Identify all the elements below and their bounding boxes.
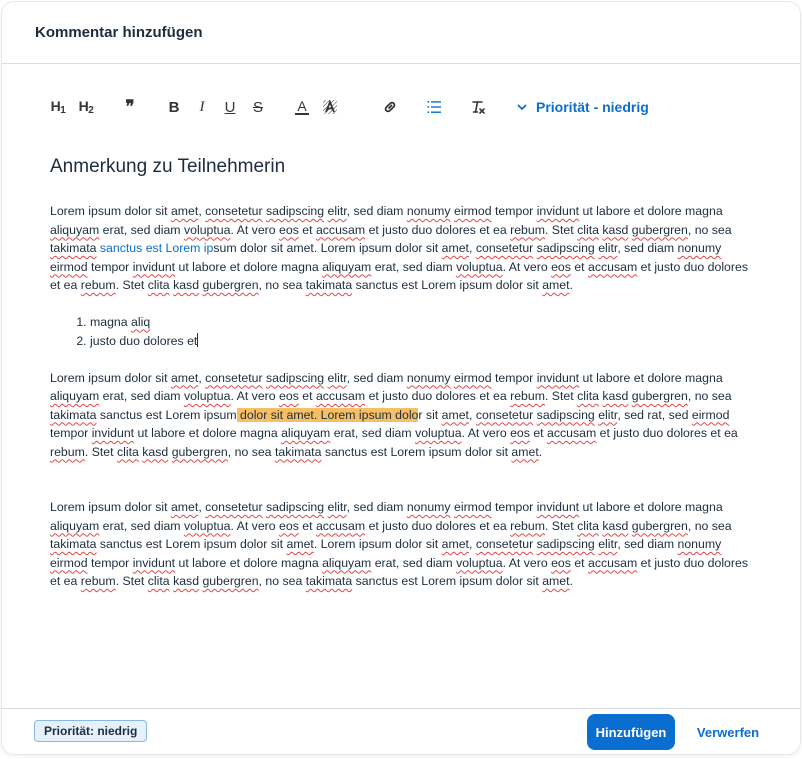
text-run: . At vero bbox=[230, 222, 280, 237]
misspelled-word: takimata bbox=[274, 444, 322, 459]
paragraph-1[interactable] bbox=[50, 202, 760, 295]
misspelled-word: amet bbox=[170, 204, 199, 218]
misspelled-word: aliquyam bbox=[50, 222, 100, 237]
misspelled-word: invidunt bbox=[91, 426, 135, 440]
link-icon bbox=[382, 99, 398, 115]
text-run: , bbox=[198, 500, 206, 514]
misspelled-word: voluptua bbox=[183, 222, 231, 237]
misspelled-word: eirmod bbox=[454, 500, 492, 514]
italic-button[interactable] bbox=[194, 95, 210, 119]
text-run: justo duo dolores et bbox=[90, 333, 198, 348]
misspelled-word: gubergren bbox=[631, 389, 688, 403]
misspelled-word: sadipscing bbox=[536, 537, 595, 551]
text-run: ut labore et dolore magna bbox=[134, 426, 282, 440]
misspelled-word: voluptua bbox=[183, 389, 231, 403]
misspelled-word: amet bbox=[542, 574, 570, 588]
text-run: , bbox=[198, 370, 206, 385]
text-run: sanctus est Lorem ipsum dolor sit bbox=[352, 278, 543, 292]
text-run: Lorem ipsum dolor sit bbox=[50, 370, 171, 385]
text-run: ut labore et dolore magna bbox=[579, 500, 723, 514]
text-run: et bbox=[529, 426, 548, 440]
misspelled-word: consetetur bbox=[475, 537, 534, 551]
misspelled-word: amet bbox=[441, 407, 469, 422]
misspelled-word: gubergren bbox=[171, 444, 228, 459]
text-run: tempor bbox=[491, 500, 537, 514]
text-run: . Stet bbox=[84, 444, 117, 459]
text-run: , no sea bbox=[227, 444, 275, 459]
text-run: et justo duo dolores et ea bbox=[50, 555, 748, 588]
text-run: , sed diam bbox=[346, 204, 407, 218]
text-run: ut labore et dolore magna bbox=[175, 555, 323, 570]
misspelled-word: clita bbox=[116, 444, 139, 459]
misspelled-word: rebum bbox=[510, 518, 545, 533]
list-item[interactable] bbox=[90, 313, 760, 332]
misspelled-word: consetetur bbox=[475, 241, 534, 255]
misspelled-word: gubergren bbox=[631, 222, 688, 237]
misspelled-word: accusam bbox=[315, 518, 366, 533]
misspelled-word: voluptua bbox=[456, 555, 503, 570]
priority-dropdown-label: Priorität - niedrig bbox=[536, 99, 649, 115]
text-caret bbox=[197, 333, 198, 347]
text-run: ut labore et dolore magna bbox=[579, 370, 723, 385]
misspelled-word: kasd bbox=[602, 222, 629, 237]
misspelled-word: gubergren bbox=[631, 518, 688, 533]
text-run: et justo duo dolores et ea bbox=[365, 222, 511, 237]
text-run: sanctus est Lorem ipsum dolor sit bbox=[352, 574, 543, 588]
text-run: tempor bbox=[491, 204, 537, 218]
text-color-button[interactable] bbox=[293, 95, 311, 119]
heading-2-button[interactable] bbox=[76, 95, 96, 119]
misspelled-word: consetetur bbox=[475, 407, 534, 422]
text-run: erat, sed diam bbox=[371, 555, 457, 570]
misspelled-word: eos bbox=[510, 426, 530, 440]
misspelled-word: nonumy bbox=[677, 241, 722, 255]
misspelled-word: takimata bbox=[305, 278, 353, 292]
misspelled-word: amet bbox=[542, 278, 570, 292]
misspelled-word: invidunt bbox=[132, 259, 176, 274]
misspelled-word: rebum bbox=[80, 278, 116, 292]
misspelled-word: clita bbox=[577, 518, 599, 533]
text-run: et justo duo dolores et ea bbox=[50, 259, 748, 292]
text-run: Lorem ipsum dolor sit bbox=[50, 500, 171, 514]
add-comment-dialog bbox=[2, 2, 800, 754]
heading-2-icon: H2 bbox=[78, 98, 94, 116]
clear-format-icon bbox=[470, 99, 486, 115]
text-run: et justo duo dolores et ea bbox=[596, 426, 738, 440]
misspelled-word: clita bbox=[147, 278, 170, 292]
misspelled-word: elitr bbox=[598, 241, 618, 255]
text-run: sanctus est Lorem ipsum dolor sit bbox=[321, 444, 512, 459]
misspelled-word: aliquyam bbox=[281, 426, 331, 440]
misspelled-word: nonumy bbox=[406, 500, 451, 514]
quote-button[interactable] bbox=[121, 95, 139, 119]
ordered-list-icon bbox=[426, 99, 442, 115]
text-run: sanctus est Lorem ipsum dolor sit bbox=[96, 537, 287, 551]
link-button[interactable] bbox=[381, 95, 399, 119]
misspelled-word: accusam bbox=[588, 259, 638, 274]
text-run: tempor bbox=[50, 426, 92, 440]
misspelled-word: takimata bbox=[50, 407, 97, 422]
text-color-icon: A bbox=[297, 98, 307, 114]
misspelled-word: aliquyam bbox=[50, 518, 100, 533]
highlight-color-button[interactable] bbox=[321, 95, 339, 119]
text-run: erat, sed diam bbox=[99, 389, 184, 403]
text-run: , sed rat, sed bbox=[617, 407, 692, 422]
text-run: erat, sed diam bbox=[99, 222, 184, 237]
misspelled-word: eos bbox=[551, 555, 571, 570]
misspelled-word: consetetur bbox=[205, 500, 263, 514]
text-run: et bbox=[298, 222, 316, 237]
misspelled-word: eos bbox=[279, 518, 299, 533]
misspelled-word: nonumy bbox=[677, 537, 722, 551]
text-run: tempor bbox=[87, 555, 133, 570]
text-run: sum dolor sit amet. Lorem ipsum dolor sit bbox=[213, 241, 442, 255]
text-run: erat, sed diam bbox=[371, 259, 457, 274]
text-run: et justo duo dolores et ea bbox=[365, 389, 511, 403]
misspelled-word: accusam bbox=[315, 389, 366, 403]
text-run: et justo duo dolores et ea bbox=[365, 518, 511, 533]
misspelled-word: elitr bbox=[327, 204, 347, 218]
text-run: , no sea bbox=[258, 574, 306, 588]
text-run: magna bbox=[90, 314, 132, 329]
italic-icon: I bbox=[199, 98, 205, 115]
text-run: Lorem ipsum dolor sit bbox=[50, 204, 171, 218]
text-run: tempor bbox=[491, 370, 537, 385]
ordered-list[interactable] bbox=[90, 313, 760, 351]
dialog-title: Kommentar hinzufügen bbox=[35, 24, 203, 41]
misspelled-word: elitr bbox=[598, 537, 618, 551]
misspelled-word: elitr bbox=[598, 407, 618, 422]
misspelled-word: eirmod bbox=[50, 259, 88, 274]
text-run: . Stet bbox=[544, 389, 578, 403]
text-run: , no sea bbox=[687, 222, 732, 237]
misspelled-word: eirmod bbox=[454, 370, 492, 385]
highlighted-text[interactable]: dolor sit amet. Lorem ipsum dolo bbox=[236, 407, 419, 422]
text-run: et bbox=[298, 389, 316, 403]
text-run: . bbox=[569, 278, 573, 292]
misspelled-word: nonumy bbox=[406, 204, 451, 218]
misspelled-word: aliq bbox=[131, 314, 151, 329]
paragraph-3[interactable] bbox=[50, 498, 760, 591]
text-run: ut labore et dolore magna bbox=[175, 259, 323, 274]
text-run: , bbox=[198, 204, 206, 218]
misspelled-word: sadipscing bbox=[536, 407, 595, 422]
misspelled-word: sadipscing bbox=[266, 500, 325, 514]
text-run: . Stet bbox=[544, 222, 578, 237]
inline-link[interactable]: sanctus est Lorem ip bbox=[99, 241, 214, 255]
text-run: , sed diam bbox=[346, 500, 407, 514]
text-run: . Stet bbox=[115, 278, 148, 292]
misspelled-word: clita bbox=[577, 222, 599, 237]
priority-dropdown[interactable] bbox=[516, 95, 649, 119]
misspelled-word: kasd bbox=[173, 278, 200, 292]
text-run: . Lorem ipsum dolor sit bbox=[313, 537, 442, 551]
misspelled-word: eirmod bbox=[454, 204, 492, 218]
misspelled-word: takimata bbox=[50, 241, 97, 255]
text-run: r sit bbox=[418, 407, 442, 422]
misspelled-word: aliquyam bbox=[50, 389, 100, 403]
misspelled-word: invidunt bbox=[132, 555, 176, 570]
text-run: . At vero bbox=[230, 389, 280, 403]
misspelled-word: voluptua bbox=[415, 426, 462, 440]
misspelled-word: invidunt bbox=[536, 370, 580, 385]
underline-button[interactable] bbox=[222, 95, 238, 119]
misspelled-word: rebum bbox=[80, 574, 116, 588]
misspelled-word: accusam bbox=[588, 555, 638, 570]
strikethrough-button[interactable] bbox=[250, 95, 266, 119]
text-run: . Stet bbox=[544, 518, 578, 533]
heading-1-button[interactable] bbox=[48, 95, 68, 119]
misspelled-word: eos bbox=[279, 222, 299, 237]
bold-button[interactable] bbox=[166, 95, 182, 119]
misspelled-word: consetetur bbox=[205, 370, 263, 385]
misspelled-word: invidunt bbox=[536, 204, 580, 218]
misspelled-word: voluptua bbox=[456, 259, 503, 274]
misspelled-word: eos bbox=[279, 389, 299, 403]
misspelled-word: amet bbox=[511, 444, 539, 459]
misspelled-word: rebum bbox=[50, 444, 85, 459]
misspelled-word: sadipscing bbox=[536, 241, 595, 255]
misspelled-word: gubergren bbox=[202, 278, 259, 292]
text-run: erat, sed diam bbox=[99, 518, 184, 533]
misspelled-word: amet bbox=[441, 537, 469, 551]
text-run: et bbox=[570, 555, 589, 570]
misspelled-word: consetetur bbox=[205, 204, 263, 218]
editor-toolbar bbox=[2, 95, 800, 119]
text-run: . At vero bbox=[502, 555, 552, 570]
misspelled-word: kasd bbox=[173, 574, 200, 588]
misspelled-word: amet bbox=[441, 241, 469, 255]
text-run: . At vero bbox=[461, 426, 511, 440]
misspelled-word: eos bbox=[551, 259, 571, 274]
misspelled-word: takimata bbox=[305, 574, 353, 588]
misspelled-word: elitr bbox=[327, 370, 347, 385]
misspelled-word: takimata bbox=[50, 537, 97, 551]
underline-icon: U bbox=[224, 98, 236, 116]
misspelled-word: sadipscing bbox=[266, 204, 325, 218]
misspelled-word: voluptua bbox=[183, 518, 231, 533]
text-run: . At vero bbox=[230, 518, 280, 533]
text-run: . bbox=[538, 444, 543, 459]
bold-icon: B bbox=[168, 98, 180, 116]
misspelled-word: accusam bbox=[315, 222, 366, 237]
text-run: tempor bbox=[87, 259, 133, 274]
dialog-footer bbox=[2, 708, 800, 754]
misspelled-word: kasd bbox=[602, 518, 629, 533]
chevron-down-icon bbox=[516, 101, 528, 113]
misspelled-word: clita bbox=[577, 389, 599, 403]
text-run: et bbox=[570, 259, 589, 274]
text-run: , no sea bbox=[687, 518, 732, 533]
misspelled-word: amet bbox=[286, 537, 314, 551]
dialog-header bbox=[2, 2, 800, 64]
ordered-list-button[interactable] bbox=[425, 95, 443, 119]
text-run: , bbox=[468, 407, 476, 422]
misspelled-word: accusam bbox=[547, 426, 597, 440]
misspelled-word: clita bbox=[147, 574, 170, 588]
text-run: , no sea bbox=[687, 389, 732, 403]
misspelled-word: eirmod bbox=[50, 555, 88, 570]
quote-icon: ❞ bbox=[125, 97, 135, 116]
misspelled-word: aliquyam bbox=[322, 555, 372, 570]
misspelled-word: kasd bbox=[142, 444, 169, 459]
text-run: , bbox=[468, 537, 476, 551]
text-run: . At vero bbox=[502, 259, 552, 274]
rich-text-editor[interactable] bbox=[50, 154, 760, 591]
misspelled-word: eirmod bbox=[691, 407, 730, 422]
misspelled-word: kasd bbox=[602, 389, 629, 403]
paragraph-2[interactable] bbox=[50, 369, 760, 462]
text-run: . bbox=[569, 574, 573, 588]
priority-badge: Priorität: niedrig bbox=[34, 720, 147, 742]
misspelled-word: elitr bbox=[327, 500, 347, 514]
misspelled-word: aliquyam bbox=[322, 259, 372, 274]
misspelled-word: rebum bbox=[510, 222, 545, 237]
text-run: , bbox=[468, 241, 476, 255]
text-run: , no sea bbox=[258, 278, 306, 292]
misspelled-word: sadipscing bbox=[266, 370, 325, 385]
text-run: . Stet bbox=[115, 574, 148, 588]
add-button[interactable]: Hinzufügen bbox=[587, 714, 675, 750]
text-run: , sed diam bbox=[346, 370, 407, 385]
heading-1-icon: H1 bbox=[50, 98, 66, 116]
misspelled-word: gubergren bbox=[202, 574, 259, 588]
list-item[interactable] bbox=[90, 332, 760, 351]
highlight-color-icon bbox=[322, 99, 338, 115]
text-run: , sed diam bbox=[617, 537, 678, 551]
misspelled-word: invidunt bbox=[536, 500, 580, 514]
text-run: , sed diam bbox=[617, 241, 678, 255]
misspelled-word: nonumy bbox=[406, 370, 451, 385]
text-run: sanctus est Lorem ipsum bbox=[96, 407, 237, 422]
text-run: et bbox=[298, 518, 316, 533]
strikethrough-icon: S bbox=[252, 98, 263, 116]
misspelled-word: rebum bbox=[510, 389, 545, 403]
clear-format-button[interactable] bbox=[469, 95, 487, 119]
text-run: erat, sed diam bbox=[330, 426, 416, 440]
text-run: ut labore et dolore magna bbox=[579, 204, 723, 218]
discard-button[interactable]: Verwerfen bbox=[688, 714, 768, 750]
misspelled-word: amet bbox=[170, 370, 199, 385]
misspelled-word: amet bbox=[170, 500, 199, 514]
comment-heading[interactable]: Anmerkung zu Teilnehmerin bbox=[50, 156, 286, 177]
